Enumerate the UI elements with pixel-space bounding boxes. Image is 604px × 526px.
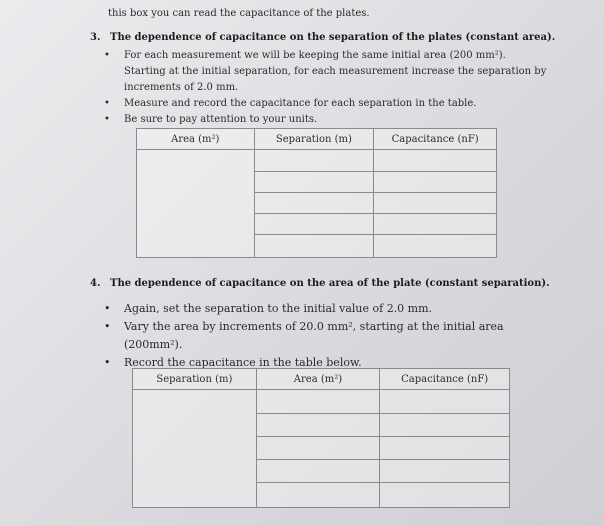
table-row [137, 150, 497, 172]
table-row [133, 390, 510, 414]
section-3-number: 3. [90, 32, 101, 43]
capacitance-cell [380, 437, 510, 460]
section-4-bullet: • Record the capacitance in the table below. [104, 354, 564, 372]
separation-data-table [136, 128, 497, 258]
area-cell [256, 437, 380, 460]
capacitance-cell [374, 214, 497, 235]
capacitance-cell [374, 172, 497, 193]
header-separation: Separation (m) [254, 129, 374, 150]
header-capacitance: Capacitance (nF) [380, 369, 510, 390]
table-header-row [137, 129, 497, 150]
section-3-bullet: • Be sure to pay attention to your units. [104, 112, 549, 128]
capacitance-cell [380, 390, 510, 414]
capacitance-cell [374, 150, 497, 172]
area-data-table [132, 368, 510, 508]
header-area: Area (m²) [137, 129, 255, 150]
section-4-heading [90, 278, 550, 289]
section-3-title: The dependence of capacitance on the separation of the plates (constant area). [110, 32, 556, 43]
area-cell [256, 390, 380, 414]
capacitance-cell [380, 414, 510, 437]
section-3-bullet: • For each measurement we will be keeping the same initial area (200 mm²). Starting at the initial separation, for each measurement increase the separation by increments of 2.0 mm. [104, 48, 549, 96]
section-3-heading [90, 32, 555, 43]
separation-merged-cell [133, 390, 257, 508]
header-area: Area (m²) [256, 369, 380, 390]
section-4-title: The dependence of capacitance on the area of the plate (constant separation). [110, 278, 550, 289]
capacitance-cell [374, 193, 497, 214]
separation-cell [254, 150, 374, 172]
section-4-number: 4. [90, 278, 101, 289]
section-3-bullet: • Measure and record the capacitance for each separation in the table. [104, 96, 549, 112]
capacitance-cell [380, 460, 510, 483]
area-merged-cell [137, 150, 255, 258]
header-capacitance: Capacitance (nF) [374, 129, 497, 150]
table-header-row [133, 369, 510, 390]
capacitance-cell [380, 483, 510, 508]
separation-cell [254, 214, 374, 235]
separation-cell [254, 193, 374, 214]
section-4-bullets [104, 300, 564, 372]
area-cell [256, 414, 380, 437]
separation-cell [254, 172, 374, 193]
section-4-bullet: • Vary the area by increments of 20.0 mm², starting at the initial area (200mm²). [104, 318, 564, 354]
area-cell [256, 460, 380, 483]
separation-cell [254, 235, 374, 258]
header-separation: Separation (m) [133, 369, 257, 390]
capacitance-cell [374, 235, 497, 258]
area-cell [256, 483, 380, 508]
intro-line: this box you can read the capacitance of the plates. [108, 8, 370, 19]
section-3-bullets [104, 48, 549, 128]
section-4-bullet: • Again, set the separation to the initial value of 2.0 mm. [104, 300, 564, 318]
